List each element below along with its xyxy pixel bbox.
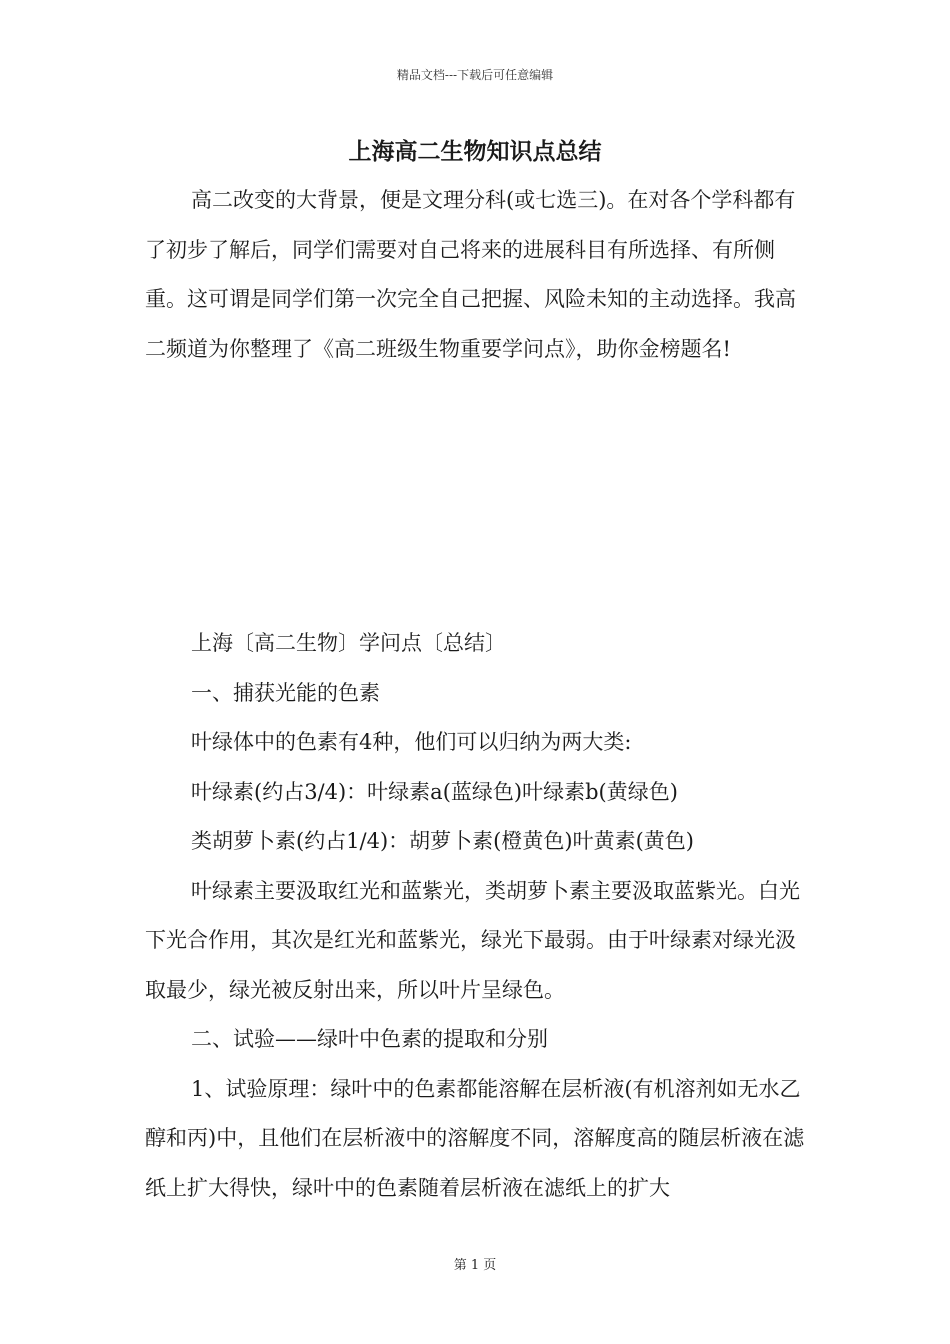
- section-heading: 上海〔高二生物〕学问点〔总结〕: [191, 631, 506, 655]
- document-body: [145, 619, 810, 1213]
- body-paragraph: 1、试验原理：绿叶中的色素都能溶解在层析液(有机溶剂如无水乙醇和丙)中，且他们在层析液中的溶解度不同，溶解度高的随层析液在滤纸上扩大得快，绿叶中的色素随着层析液在滤纸上的扩大: [145, 1076, 805, 1200]
- page-header-note: 精品文档---下载后可任意编辑: [396, 68, 554, 82]
- page-number: 第 1 页: [453, 1258, 497, 1273]
- body-paragraph: 叶绿素主要汲取红光和蓝紫光，类胡萝卜素主要汲取蓝紫光。白光下光合作用，其次是红光和蓝紫光，绿光下最弱。由于叶绿素对绿光汲取最少，绿光被反射出来，所以叶片呈绿色。: [145, 878, 800, 1002]
- subsection-heading: 一、捕获光能的色素: [191, 680, 380, 705]
- subsection-heading: 二、试验——绿叶中色素的提取和分别: [191, 1027, 548, 1051]
- body-paragraph: 叶绿素(约占3/4)：叶绿素a(蓝绿色)叶绿素b(黄绿色): [191, 779, 678, 804]
- body-paragraph: 类胡萝卜素(约占1/4)：胡萝卜素(橙黄色)叶黄素(黄色): [191, 829, 694, 853]
- document-title: 上海高二生物知识点总结: [348, 138, 602, 165]
- body-paragraph: 叶绿体中的色素有4种，他们可以归纳为两大类:: [191, 730, 632, 754]
- intro-paragraph: 高二改变的大背景，便是文理分科(或七选三)。在对各个学科都有了初步了解后，同学们需要对自己将来的进展科目有所选择、有所侧重。这可谓是同学们第一次完全自己把握、风险未知的主动选择。我高二频道为你整理了《高二班级生物重要学问点》，助你金榜题名!: [145, 188, 796, 361]
